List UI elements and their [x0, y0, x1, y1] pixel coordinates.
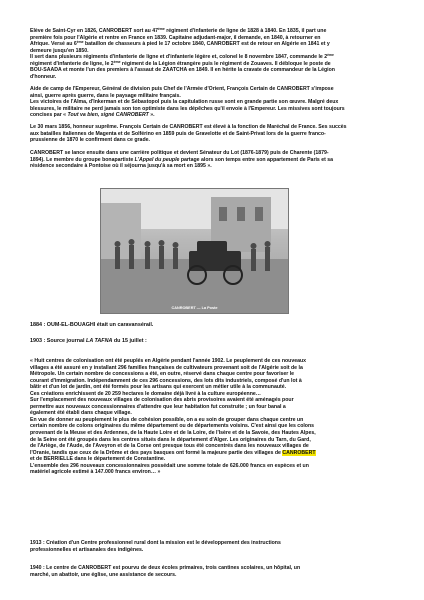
text-line: d'honneur. [30, 73, 57, 80]
text-line: En vue de donner au peuplement le plus de cohésion possible, on a eu soin de grouper dans chaque centre un [30, 416, 304, 423]
italic-title: L'Appel du peuple [134, 156, 180, 163]
text-line: 1913 : Création d'un Centre professionnel rural dont la mission est le développement des instructions [30, 540, 281, 546]
text-line: Le 30 mars 1856, honneur suprême. François Certain de CANROBERT est élevé à la fonction de Maréchal de France. Ses succès [30, 124, 347, 130]
text-span: Il sert dans plusieurs régiments d'infanterie de ligne et d'infanterie légère et, colonel le 8 novembre 1847, commande le 2 [30, 54, 328, 61]
text-line: CANROBERT se lance ensuite dans une carrière politique et devient Sénateur du Lot (1876-1879) puis de Charente (1879- [30, 150, 329, 156]
text-span: l'Oranie, tandis que ceux de la Drôme et des pays basques ont formé la majeure partie des villages de [30, 449, 283, 456]
text-span: concises par « [30, 112, 68, 119]
text-line: 1940 : Le centre de CANROBERT est pourvu de deux écoles primaires, trois cantines scolaires, un hôpital, un [30, 565, 301, 571]
text-line: également été établi dans chaque village. [30, 410, 132, 417]
text-span: partage alors son temps entre son appartement de Paris et sa [179, 156, 334, 163]
quote-emphasis: Tout va bien, signé CANROBERT [67, 112, 149, 119]
text-span: ». [148, 112, 155, 119]
text-line: première fois pour l'Algérie et rentre en France en 1839. Capitaine adjudant-major, il demande, en 1840, à retourner en [30, 34, 321, 41]
quote-tafna [30, 358, 398, 476]
text-line: blessures, le militaire ne perd jamais son ton optimiste dans les dépêches qu'il envoie à l'Empereur. Les missives sont toujours [30, 105, 345, 112]
paragraph-biography [30, 28, 398, 80]
paragraph-marechal [30, 124, 398, 144]
text-line: Ces créations enrichissent de 20 259 hectares le domaine déjà livré à la culture européenne… [30, 390, 261, 397]
text-line: aux batailles italiennes de Magenta et de Solférino en 1859 puis de Gravelotte et de Saint-Privat lors de la guerre franco- [30, 130, 326, 137]
text-line: marché, un abattoir, une église, une assistance de secours. [30, 571, 177, 578]
section-1913 [30, 540, 398, 553]
text-span: 1894). Le membre du groupe bonapartiste [30, 156, 135, 163]
photo-caption: CANROBERT — La Poste [171, 306, 218, 310]
text-line: permettre aux nouveaux concessionnaires d'attendre que leur habitation fut construite ; un four banal a [30, 403, 286, 410]
text-line: BOU-SAADA et monte l'un des premiers à l'assaut de ZAATCHA en 1849. Il en hérite la cravate de commandeur de la Légion [30, 67, 335, 74]
text-line: demeure jusqu'en 1850. [30, 47, 89, 54]
text-line: professionnelles et artisanales des indigènes. [30, 546, 144, 553]
highlighted-canrobert: CANROBERT [282, 449, 316, 456]
superscript: ème [76, 40, 84, 45]
text-line: provenant de la Meuse et des Ardennes, de la Haute Loire et de la Loire, de l'Isère et de la Savoie, des Hautes Alpes, [30, 430, 316, 437]
superscript: ème [327, 53, 334, 58]
text-span: régiment d'infanterie de ligne, le 2 [30, 60, 114, 67]
text-line: de la Seine ont été groupés dans les centres situés dans le département d'Alger. Les originaires du Tarn, du Gard, [30, 436, 311, 443]
superscript: ème [113, 59, 121, 64]
superscript: ème [158, 27, 165, 31]
text-line: Métropole. Un certain nombre de concessions a été, en outre, réservé dans chaque centre pour favoriser le [30, 371, 295, 378]
text-line: Sur l'emplacement des nouveaux villages de colonisation des abris provisoires avaient été aménagés pour [30, 397, 294, 404]
text-line: Les victoires de l'Alma, d'Inkerman et de Sébastopol puis la capitulation russe sont en grande partie son œuvre. Malgré deux [30, 99, 339, 106]
text-span: bataillon de chasseurs à pied le 17 octobre 1840, CANROBERT est de retour en Algérie en 1841 et y [83, 41, 330, 48]
text-line: villages a été assuré en y installant 296 familles françaises de cultivateurs provenant soit de l'Algérie soit de la [30, 364, 303, 371]
text-line: résidence secondaire à Pontoise où il séjourna jusqu'à sa mort en 1895 ». [30, 163, 212, 170]
text-line: courant d'immigration. Indépendamment de ces 296 concessions, des lots dits industriels, composé d'un lot à [30, 377, 302, 384]
text-line: L'ensemble des 296 nouveaux concessionnaires possédait une somme totale de 626.000 francs en espèces et un [30, 462, 309, 469]
newspaper-title: LA TAFNA [86, 338, 113, 344]
paragraph-politique [30, 150, 398, 170]
text-line: Aide de camp de l'Empereur, Général de division puis Chef de l'Armée d'Orient, François Certain de CANROBERT s'impose [30, 86, 334, 92]
text-span: Elève de Saint-Cyr en 1826, CANROBERT sort au 47 [30, 28, 159, 34]
text-span: régiment d'infanterie de ligne de 1828 à 1840. En 1835, il part une [164, 28, 327, 34]
heading-1884: 1884 : OUM-EL-BOUAGHI était un caravansérail. [30, 322, 154, 328]
text-line: prussienne de 1870 le confirment dans ce grade. [30, 137, 150, 144]
text-span: 1903 : Source journal [30, 338, 87, 344]
text-line: certain nombre de colons originaires du même département ou de départements voisins. C'est ainsi que les colons [30, 423, 315, 430]
text-line: matériel agricole estimé à 147.000 francs environ… » [30, 469, 161, 476]
text-line: de l'Ariège, de l'Aude, de l'Aveyron et de la Corse ont presque tous été concentrés dans les nouveaux villages de [30, 443, 309, 450]
text-line: « Huit centres de colonisation ont été peuplés en Algérie pendant l'année 1902. Le peuplement de ces nouveaux [30, 358, 307, 364]
photo-scene-illustration [101, 189, 288, 313]
text-span: régiment de la Légion étrangère puis le régiment de Zouaves. Il débloque le poste de [120, 60, 331, 67]
text-line: et de BERRIELLE dans le département de Constantine. [30, 456, 166, 463]
heading-1903 [30, 338, 147, 344]
text-span: Afrique. Versé au 6 [30, 41, 77, 48]
text-line: ainsi, guerre après guerre, dans le paysage militaire français. [30, 92, 181, 99]
paragraph-aide-de-camp [30, 86, 398, 119]
text-line: bâtir et d'un lot de jardin, ont été formés pour les artisans qui exercent un métier utile à la communauté. [30, 384, 287, 391]
text-span: du 15 juillet : [112, 338, 147, 344]
section-1940 [30, 565, 398, 578]
historic-photo [100, 188, 289, 314]
